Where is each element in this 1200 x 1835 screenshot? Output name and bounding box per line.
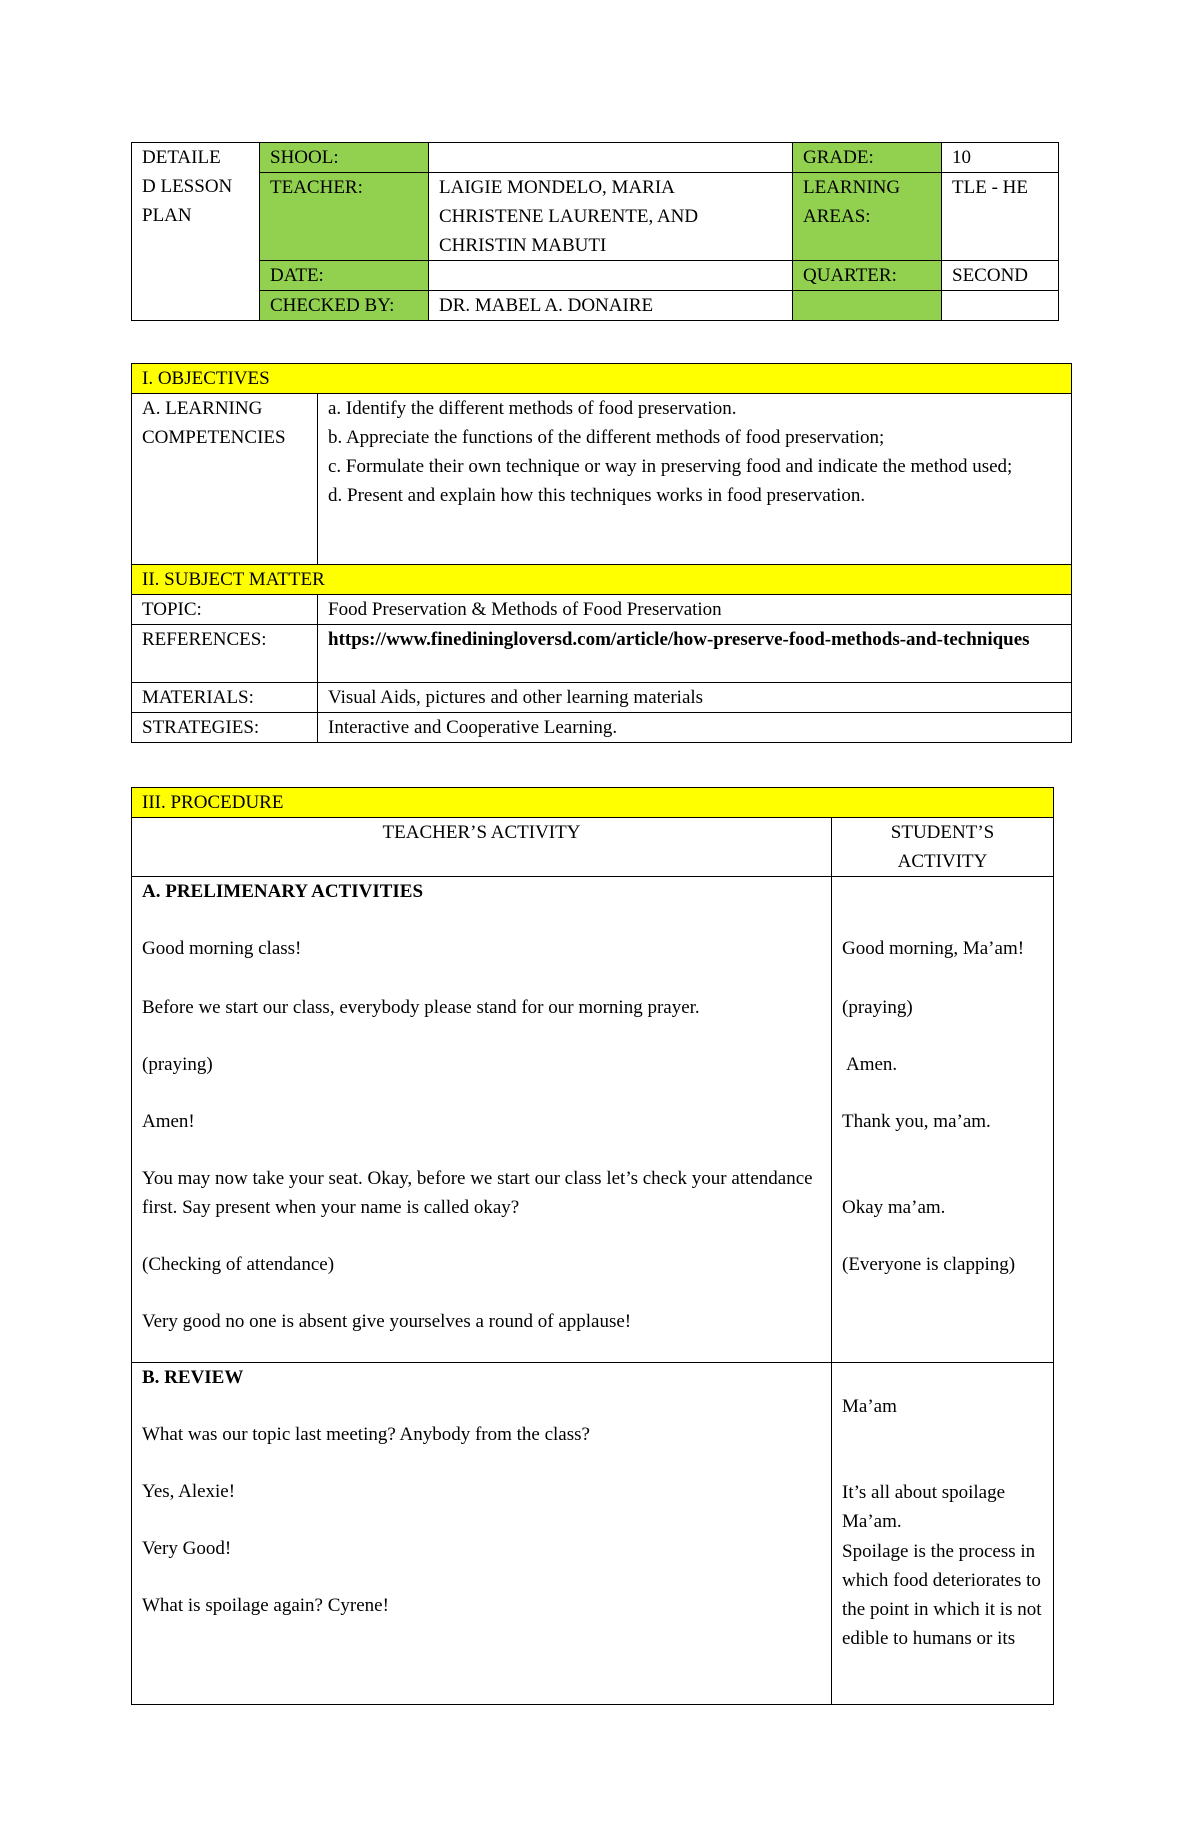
preliminary-title: A. PRELIMENARY ACTIVITIES (142, 881, 424, 902)
grade-value: 10 (942, 143, 1059, 173)
review-student-cell (832, 1363, 1054, 1705)
review-title: B. REVIEW (142, 1367, 244, 1388)
student-line: Amen. (846, 1054, 898, 1075)
grade-label: GRADE: (793, 143, 942, 173)
student-line: Thank you, ma’am. (842, 1111, 991, 1132)
teacher-line: You may now take your seat. Okay, before we start our class let’s check your attendance first. Say present when your name is called okay? (142, 1168, 813, 1218)
lesson-plan-header-table (131, 142, 1059, 321)
teacher-line: Yes, Alexie! (142, 1481, 236, 1502)
student-line: (praying) (842, 997, 913, 1018)
learning-areas-value: TLE - HE (942, 173, 1059, 261)
student-line: Okay ma’am. (842, 1197, 946, 1218)
competency-item: d. Present and explain how this techniques works in food preservation. (328, 485, 866, 506)
subject-matter-heading: II. SUBJECT MATTER (132, 565, 1072, 595)
checked-by-empty (942, 291, 1059, 321)
competency-item: a. Identify the different methods of food preservation. (328, 398, 737, 419)
competencies-label-line: A. LEARNING (142, 398, 263, 419)
student-line: Ma’am (842, 1396, 897, 1417)
learning-competencies-list (318, 394, 1072, 565)
school-label: SHOOL: (260, 143, 429, 173)
materials-value: Visual Aids, pictures and other learning materials (318, 683, 1072, 713)
teacher-line: (praying) (142, 1054, 213, 1075)
quarter-value: SECOND (942, 261, 1059, 291)
checked-by-label: CHECKED BY: (260, 291, 429, 321)
procedure-table (131, 787, 1054, 1705)
teacher-line: Before we start our class, everybody please stand for our morning prayer. (142, 997, 700, 1018)
teacher-label: TEACHER: (260, 173, 429, 261)
quarter-label: QUARTER: (793, 261, 942, 291)
student-line: Spoilage is the process in which food deteriorates to the point in which it is not edible to humans or its (842, 1541, 1042, 1649)
student-line: (Everyone is clapping) (842, 1254, 1016, 1275)
competency-item: b. Appreciate the functions of the different methods of food preservation; (328, 427, 885, 448)
teacher-value (429, 173, 793, 261)
materials-label: MATERIALS: (132, 683, 318, 713)
topic-value: Food Preservation & Methods of Food Preservation (318, 595, 1072, 625)
review-teacher-cell (132, 1363, 832, 1705)
competency-item: c. Formulate their own technique or way in preserving food and indicate the method used; (328, 456, 1013, 477)
teacher-line: What was our topic last meeting? Anybody from the class? (142, 1424, 590, 1445)
title-line: DETAILE (142, 147, 221, 168)
school-value (429, 143, 793, 173)
student-header-line: STUDENT’S (890, 822, 995, 843)
preliminary-student-cell (832, 877, 1054, 1363)
topic-label: TOPIC: (132, 595, 318, 625)
objectives-table (131, 363, 1072, 743)
title-line: D LESSON (142, 176, 233, 197)
references-link[interactable]: https://www.finediningloversd.com/article/how-preserve-food-methods-and-techniques (318, 625, 1072, 683)
lesson-plan-title (132, 143, 260, 321)
teacher-activity-header: TEACHER’S ACTIVITY (132, 818, 832, 877)
teacher-line: CHRISTENE LAURENTE, AND (439, 206, 699, 227)
learning-competencies-label (132, 394, 318, 565)
teacher-line: (Checking of attendance) (142, 1254, 335, 1275)
student-activity-header (832, 818, 1054, 877)
objectives-heading: I. OBJECTIVES (132, 364, 1072, 394)
student-line: It’s all about spoilage Ma’am. (842, 1482, 1006, 1532)
date-label: DATE: (260, 261, 429, 291)
teacher-line: What is spoilage again? Cyrene! (142, 1595, 389, 1616)
learning-areas-label (793, 173, 942, 261)
teacher-line: Very Good! (142, 1538, 232, 1559)
teacher-line: Very good no one is absent give yourselves a round of applause! (142, 1311, 632, 1332)
date-value (429, 261, 793, 291)
learning-areas-label-line: LEARNING (803, 177, 901, 198)
student-line: Good morning, Ma’am! (842, 938, 1025, 959)
preliminary-teacher-cell (132, 877, 832, 1363)
procedure-heading: III. PROCEDURE (132, 788, 1054, 818)
teacher-line: Amen! (142, 1111, 195, 1132)
student-header-line: ACTIVITY (897, 851, 988, 872)
teacher-line: Good morning class! (142, 938, 302, 959)
references-label: REFERENCES: (132, 625, 318, 683)
teacher-line: LAIGIE MONDELO, MARIA (439, 177, 675, 198)
checked-by-value: DR. MABEL A. DONAIRE (429, 291, 793, 321)
title-line: PLAN (142, 205, 192, 226)
strategies-value: Interactive and Cooperative Learning. (318, 713, 1072, 743)
strategies-label: STRATEGIES: (132, 713, 318, 743)
competencies-label-line: COMPETENCIES (142, 427, 286, 448)
teacher-line: CHRISTIN MABUTI (439, 235, 607, 256)
checked-by-empty-green (793, 291, 942, 321)
learning-areas-label-line: AREAS: (803, 206, 871, 227)
